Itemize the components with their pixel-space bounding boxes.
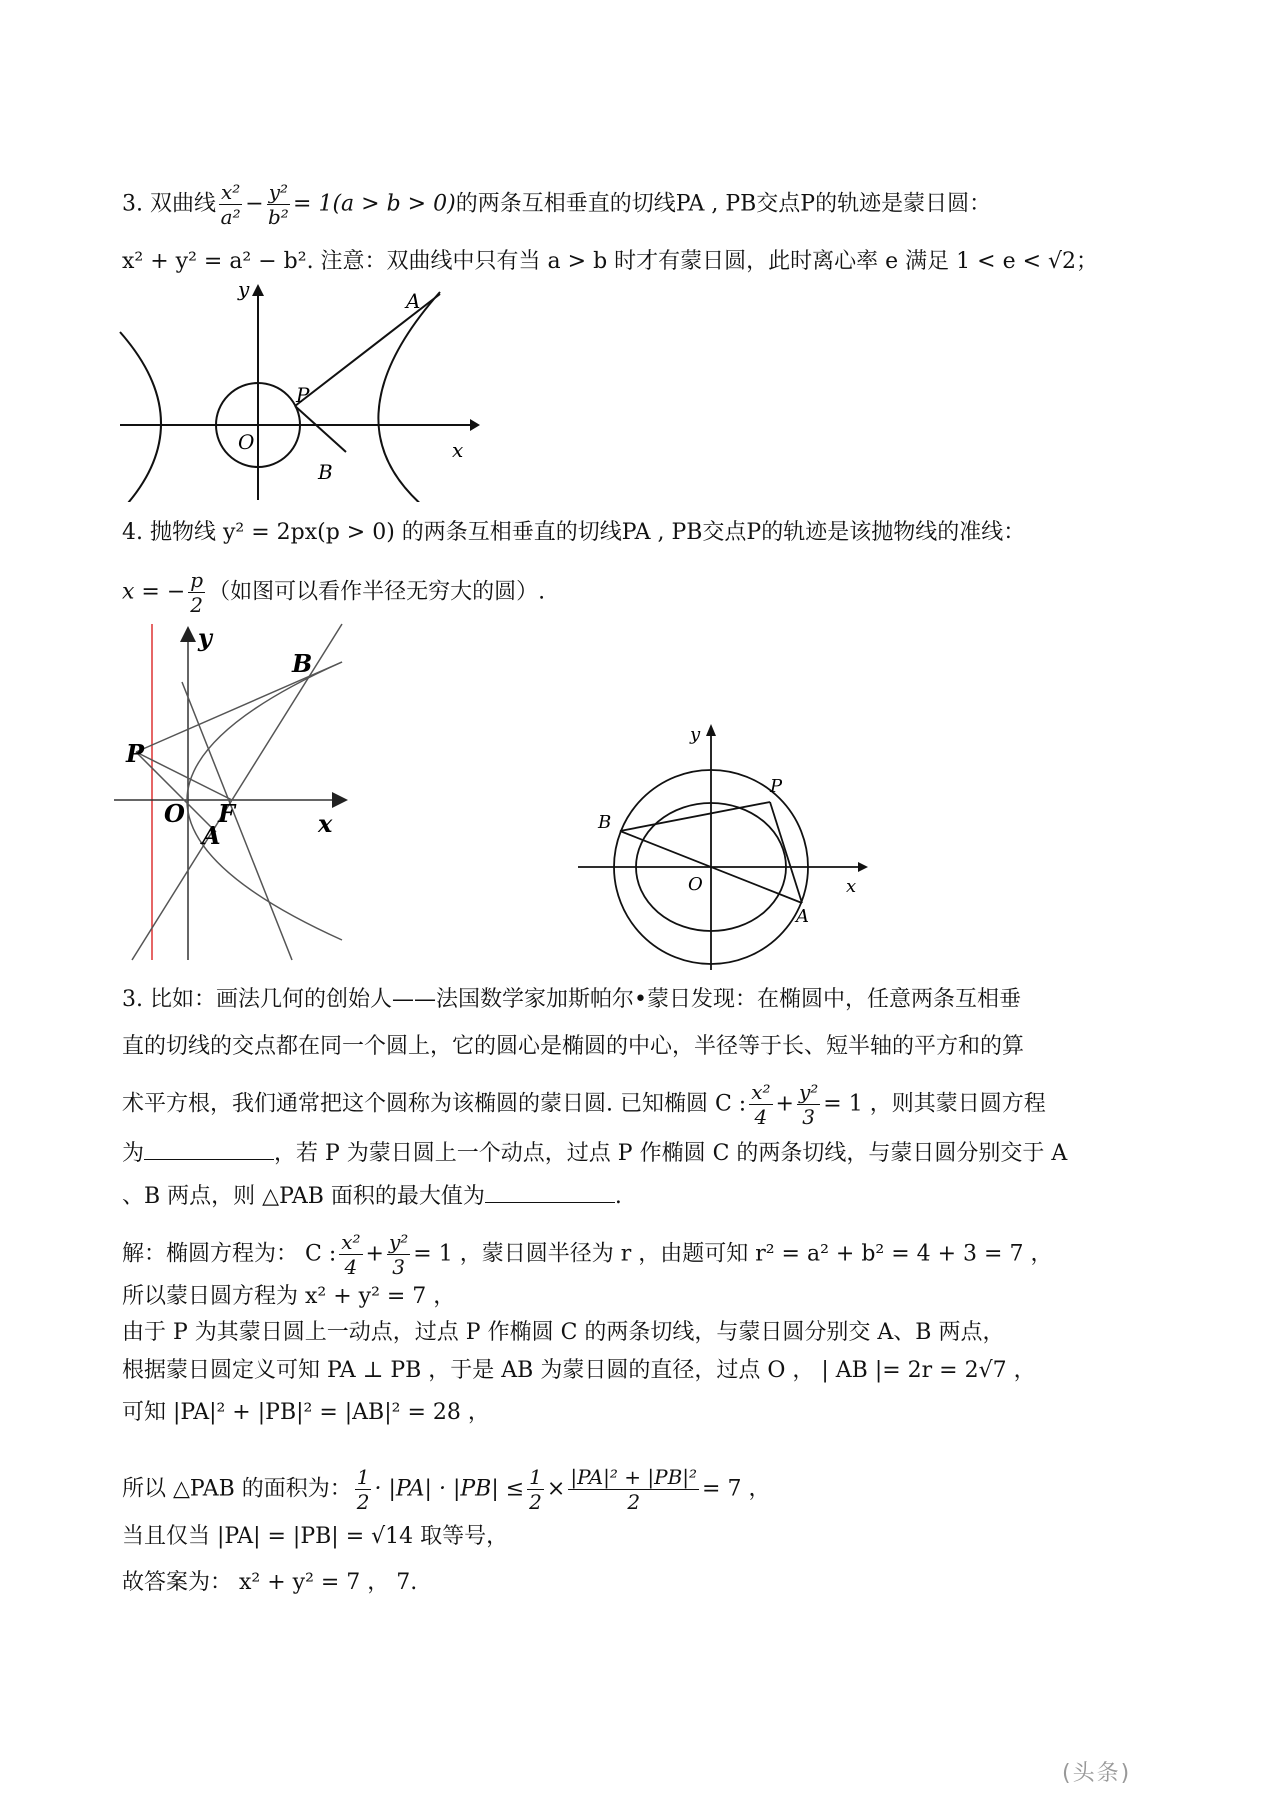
fraction [188, 568, 205, 617]
solution-line4: 根据蒙日圆定义可知 PA ⊥ PB ，于是 AB 为蒙日圆的直径，过点 O ， | AB |= 2r = 2√7 ， [122, 1358, 1036, 1383]
hyperbola-figure [110, 282, 480, 502]
fraction-numerator: x² [341, 1230, 361, 1254]
label-x: x [318, 809, 333, 838]
fraction-denominator: 2 [356, 1490, 370, 1514]
fraction-denominator: 4 [754, 1105, 768, 1129]
label-f: F [218, 799, 236, 828]
tangent-pb [295, 406, 346, 452]
text-fragment: 3. 双曲线 [122, 191, 216, 217]
text-fragment: 的两条互相垂直的切线PA , PB交点P的轨迹是蒙日圆： [455, 191, 992, 217]
x-axis-arrow [858, 862, 868, 872]
text-fragment: + [365, 1241, 384, 1267]
fraction [219, 180, 242, 229]
y-axis-arrow [706, 724, 716, 736]
label-b: B [318, 460, 333, 484]
fraction [568, 1465, 699, 1514]
fraction [355, 1465, 372, 1514]
parabola-curve [187, 662, 342, 940]
hyperbola-statement-line1 [122, 180, 991, 229]
fraction-numerator: y² [798, 1080, 819, 1104]
fraction [267, 180, 290, 229]
text-fragment: 、B 两点，则 △PAB 面积的最大值为 [122, 1184, 485, 1209]
example-line5 [122, 1180, 622, 1212]
text-fragment: （如图可以看作半径无穷大的圆）. [208, 579, 546, 605]
text-fragment: = 1(a > b > 0) [293, 191, 456, 217]
x-axis-arrow [332, 792, 348, 808]
text-fragment: · |PA| · |PB| ≤ [374, 1476, 525, 1502]
text-fragment: 所以 △PAB 的面积为： [122, 1476, 352, 1502]
text-fragment: = 7 ， [702, 1476, 771, 1502]
text-fragment: x = − [122, 579, 186, 605]
label-b: B [292, 649, 313, 678]
fraction-denominator: 2 [190, 593, 204, 617]
fraction-numerator: x² [220, 180, 241, 204]
fraction [527, 1465, 544, 1514]
solution-line3: 由于 P 为其蒙日圆上一动点，过点 P 作椭圆 C 的两条切线，与蒙日圆分别交 A、B 两点， [122, 1320, 1005, 1345]
hyperbola-right-branch [378, 292, 440, 502]
solution-line6 [122, 1465, 770, 1514]
fraction-numerator: p [190, 568, 204, 592]
label-p: P [126, 739, 145, 768]
y-axis-arrow [252, 284, 264, 296]
y-axis-arrow [180, 626, 196, 642]
label-y: y [238, 282, 250, 301]
text-fragment: + [775, 1091, 794, 1117]
fraction-denominator: b² [267, 205, 289, 229]
tangent-pa [770, 802, 802, 903]
answer-blank-1[interactable] [144, 1137, 274, 1160]
parabola-statement-line2 [122, 568, 545, 617]
fraction [797, 1080, 820, 1129]
focal-line [136, 752, 232, 800]
extra-line [182, 682, 292, 960]
solution-line5: 可知 |PA|² + |PB|² = |AB|² = 28 ， [122, 1400, 490, 1425]
label-p: P [296, 383, 310, 407]
fraction-numerator: 1 [356, 1465, 370, 1489]
hyperbola-statement-line2: x² + y² = a² − b². 注意：双曲线中只有当 a > b 时才有蒙日圆，此时离心率 e 满足 1 < e < √2； [122, 249, 1099, 274]
text-fragment: × [546, 1476, 566, 1502]
fraction [339, 1230, 362, 1279]
label-o: O [164, 799, 185, 828]
fraction-denominator: 4 [344, 1255, 358, 1279]
label-p: P [770, 776, 783, 797]
label-a: A [202, 821, 221, 850]
fraction-numerator: |PA|² + |PB|² [570, 1465, 698, 1489]
fraction-denominator: 2 [529, 1490, 542, 1514]
solution-line1 [122, 1230, 1052, 1279]
example-line3 [122, 1080, 1046, 1129]
watermark: (头条) [1062, 1761, 1132, 1786]
fraction-numerator: x² [751, 1080, 771, 1104]
label-o: O [688, 874, 703, 895]
parabola-figure [112, 622, 352, 962]
example-line1: 3. 比如：画法几何的创始人——法国数学家加斯帕尔•蒙日发现：在椭圆中，任意两条互相垂 [122, 987, 1021, 1012]
hyperbola-left-branch [120, 332, 161, 502]
label-y: y [690, 724, 701, 745]
label-o: O [238, 430, 255, 454]
text-fragment: 为 [122, 1141, 145, 1166]
fraction-numerator: 1 [529, 1465, 542, 1489]
solution-line7: 当且仅当 |PA| = |PB| = √14 取等号， [122, 1524, 509, 1549]
ellipse-figure [578, 722, 878, 972]
text-fragment: = 1 ，则其蒙日圆方程 [823, 1091, 1046, 1117]
fraction [749, 1080, 772, 1129]
tangent-pb [620, 802, 770, 831]
label-y: y [198, 623, 212, 652]
text-fragment: . [614, 1184, 622, 1209]
label-b: B [598, 812, 612, 833]
fraction [387, 1230, 410, 1279]
fraction-numerator: y² [268, 180, 289, 204]
text-fragment: ，若 P 为蒙日圆上一个动点，过点 P 作椭圆 C 的两条切线，与蒙日圆分别交于 A [274, 1141, 1068, 1166]
parabola-statement-line1: 4. 抛物线 y² = 2px(p > 0) 的两条互相垂直的切线PA , PB交点P的轨迹是该抛物线的准线： [122, 520, 1026, 545]
fraction-denominator: a² [220, 205, 241, 229]
answer-blank-2[interactable] [485, 1180, 615, 1203]
label-x: x [846, 876, 857, 897]
fraction-denominator: 3 [392, 1255, 405, 1279]
x-axis-arrow [470, 419, 480, 431]
example-line2: 直的切线的交点都在同一个圆上，它的圆心是椭圆的中心，半径等于长、短半轴的平方和的算 [122, 1034, 1025, 1059]
text-fragment: 术平方根，我们通常把这个圆称为该椭圆的蒙日圆. 已知椭圆 C : [122, 1091, 747, 1117]
label-x: x [452, 438, 464, 462]
example-line4 [122, 1137, 1067, 1169]
text-fragment: = 1 ，蒙日圆半径为 r ，由题可知 r² = a² + b² = 4 + 3 = 7 ， [413, 1241, 1053, 1267]
label-a: A [796, 906, 809, 927]
solution-line2: 所以蒙日圆方程为 x² + y² = 7 ， [122, 1284, 456, 1309]
label-a: A [406, 289, 421, 313]
fraction-numerator: y² [388, 1230, 409, 1254]
fraction-denominator: 2 [627, 1490, 641, 1514]
text-fragment: − [245, 191, 264, 217]
fraction-denominator: 3 [802, 1105, 815, 1129]
solution-line8: 故答案为： x² + y² = 7 ， 7. [122, 1570, 418, 1595]
text-fragment: 解：椭圆方程为： C : [122, 1241, 337, 1267]
